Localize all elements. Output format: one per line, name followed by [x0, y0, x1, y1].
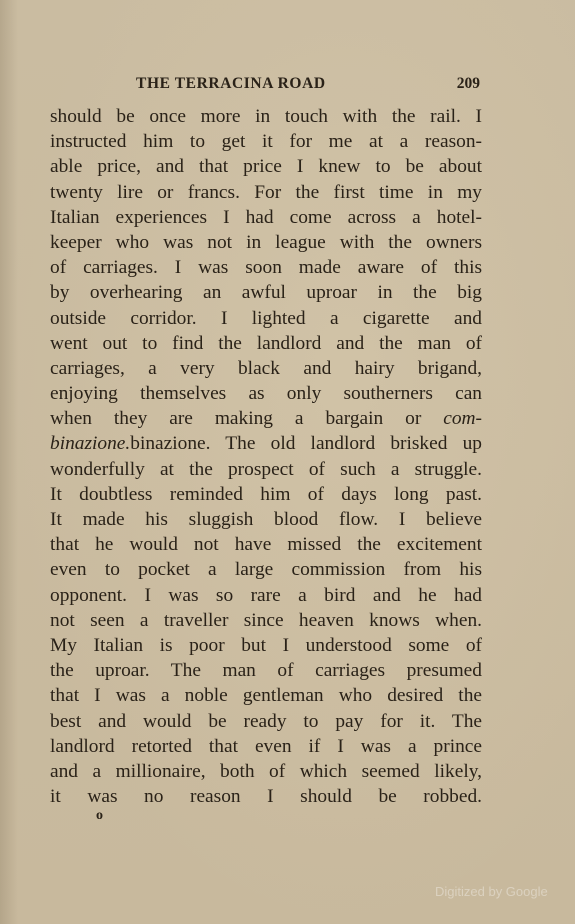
body-text — [50, 104, 482, 809]
text-line: carriages, a very black and hairy brigand, — [50, 357, 482, 379]
text-line: keeper who was not in league with the owners — [50, 231, 482, 253]
text-line: went out to find the landlord and the man of — [50, 332, 482, 354]
running-title: THE TERRACINA ROAD — [136, 75, 326, 92]
text-line: the uproar. The man of carriages presumed — [50, 660, 482, 682]
text-line: Italian experiences I had come across a hotel- — [50, 206, 482, 228]
page-number: 209 — [456, 75, 480, 92]
text-line: landlord retorted that even if I was a prince — [50, 735, 482, 757]
text-line: of carriages. I was soon made aware of this — [50, 257, 482, 279]
text-fragment: when they are making a bargain or — [50, 408, 444, 430]
text-line: that he would not have missed the excitement — [50, 534, 482, 556]
text-line: should be once more in touch with the rail. I — [50, 106, 482, 127]
text-line: best and would be ready to pay for it. The — [50, 710, 482, 732]
binding-shadow — [0, 0, 18, 924]
text-line: wonderfully at the prospect of such a struggle. — [50, 458, 482, 480]
text-line: opponent. I was so rare a bird and he had — [50, 584, 482, 606]
text-line: and a millionaire, both of which seemed likely, — [50, 760, 482, 782]
italic-word: binazione. — [50, 433, 131, 455]
signature-mark: o — [96, 808, 103, 823]
italic-word: com- — [443, 408, 482, 430]
text-line: even to pocket a large commission from his — [50, 559, 482, 581]
text-line — [50, 431, 482, 456]
text-fragment: binazione. The old landlord brisked up — [130, 433, 482, 455]
text-line: instructed him to get it for me at a reason- — [50, 131, 482, 153]
text-line: not seen a traveller since heaven knows when. — [50, 609, 482, 631]
page-header — [50, 75, 480, 95]
text-line: My Italian is poor but I understood some of — [50, 634, 482, 656]
text-line: twenty lire or francs. For the first time in my — [50, 181, 482, 203]
text-line — [50, 406, 482, 431]
text-line: outside corridor. I lighted a cigarette and — [50, 307, 482, 329]
text-line: It doubtless reminded him of days long past. — [50, 483, 482, 505]
digitizer-watermark: Digitized by Google — [435, 884, 548, 899]
text-line: enjoying themselves as only southerners can — [50, 383, 482, 405]
text-line: by overhearing an awful uproar in the big — [50, 282, 482, 304]
text-line: it was no reason I should be robbed. — [50, 786, 482, 808]
text-line: able price, and that price I knew to be about — [50, 156, 482, 178]
text-line: It made his sluggish blood flow. I believe — [50, 509, 482, 530]
text-line: that I was a noble gentleman who desired the — [50, 685, 482, 707]
